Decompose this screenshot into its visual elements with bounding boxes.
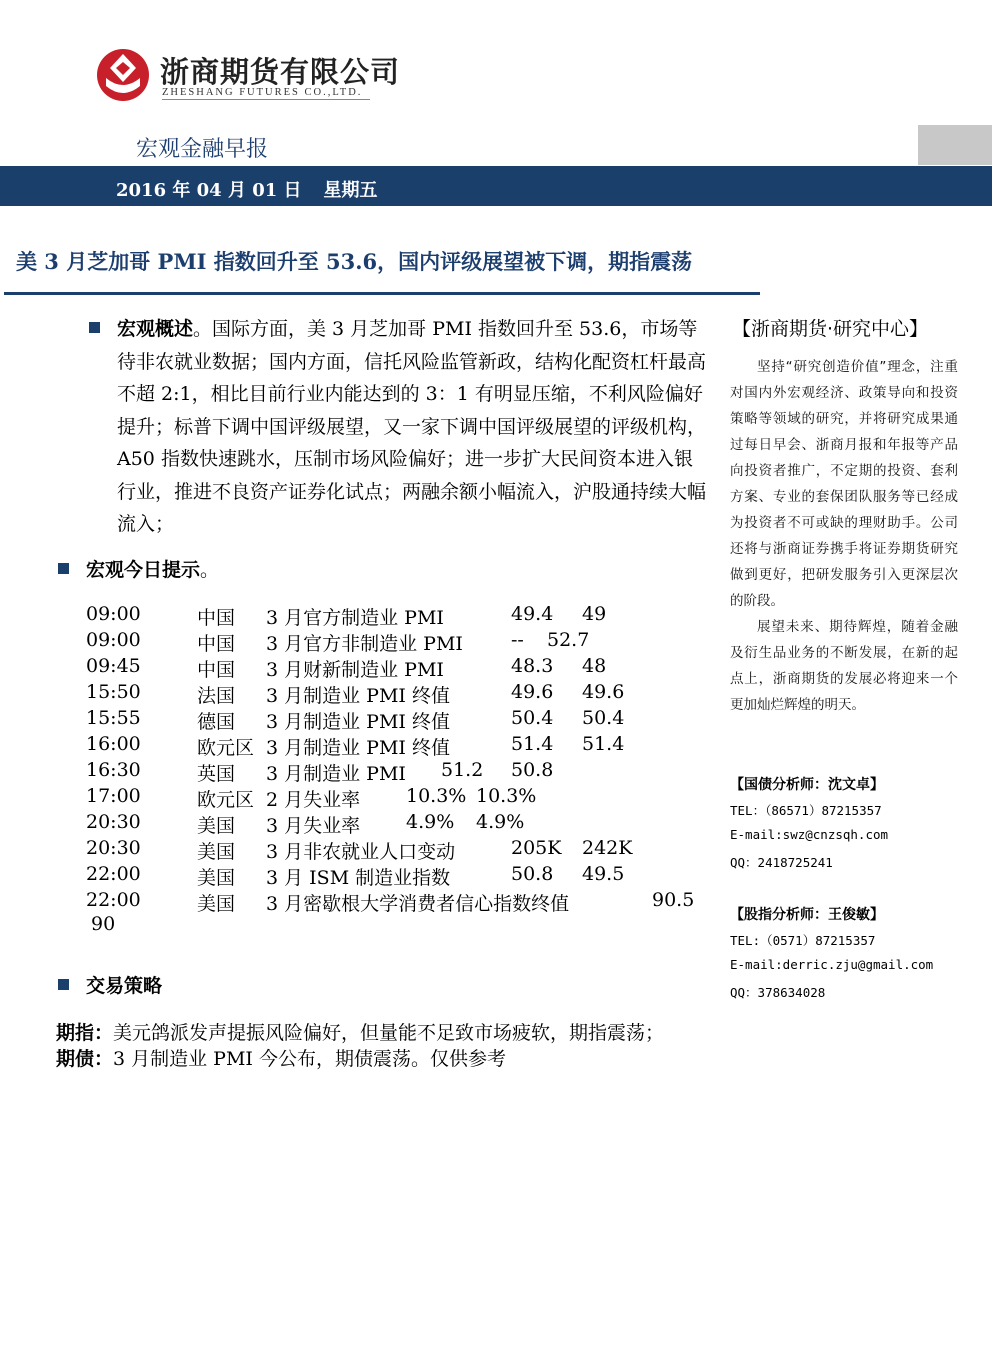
event-time: 17:00 <box>86 785 141 807</box>
event-forecast: 242K <box>582 837 633 859</box>
event-forecast: 50.8 <box>511 759 554 781</box>
event-prev: 10.3% <box>406 785 467 807</box>
event-region: 美国 <box>197 815 236 837</box>
event-time: 15:55 <box>86 707 141 729</box>
strategy-heading: 交易策略 <box>86 975 163 997</box>
event-name: 3 月制造业 PMI <box>266 763 406 785</box>
analyst-title: 【国债分析师：沈文卓】 <box>730 777 884 793</box>
event-name: 2 月失业率 <box>266 789 361 811</box>
event-time: 20:30 <box>86 811 141 833</box>
headline-divider <box>4 292 760 295</box>
event-forecast: 48 <box>582 655 607 677</box>
event-name: 3 月官方制造业 PMI <box>266 607 444 629</box>
event-name: 3 月制造业 PMI 终值 <box>266 711 450 733</box>
event-region: 德国 <box>197 711 236 733</box>
event-prev: 49.6 <box>511 681 554 703</box>
analyst-qq: QQ：2418725241 <box>730 855 833 870</box>
event-time: 22:00 <box>86 889 141 911</box>
weekday: 星期五 <box>323 180 378 201</box>
event-region: 美国 <box>197 867 236 889</box>
event-time: 09:00 <box>86 629 141 651</box>
company-name-en: ZHESHANG FUTURES CO.,LTD. <box>162 87 363 98</box>
event-prev: 4.9% <box>406 811 455 833</box>
event-prev: 51.2 <box>441 759 484 781</box>
event-time: 16:30 <box>86 759 141 781</box>
strategy-futures-index: 期指：美元鸽派发声提振风险偏好，但量能不足致市场疲软，期指震荡； <box>56 1022 665 1044</box>
analyst-email[interactable]: E-mail:swz@cnzsqh.com <box>730 827 889 842</box>
event-prev: 49.4 <box>511 603 554 625</box>
research-center-outlook: 展望未来、期待辉煌，随着金融及衍生品业务的不断发展，在新的起点上，浙商期货的发展必将迎来一个更加灿烂辉煌的明天。 <box>730 619 958 713</box>
event-region: 英国 <box>197 763 236 785</box>
square-bullet-icon <box>58 979 69 990</box>
event-name: 3 月官方非制造业 PMI <box>266 633 463 655</box>
event-name: 3 月制造业 PMI 终值 <box>266 737 450 759</box>
analyst-tel: TEL:（0571）87215357 <box>730 933 876 948</box>
date-value: 2016 年 04 月 01 日 <box>116 180 302 201</box>
event-time: 22:00 <box>86 863 141 885</box>
overview-text: 。国际方面，美 3 月芝加哥 PMI 指数回升至 53.6，市场等待非农就业数据；国内方面，信托风险监管新政，结构化配资杠杆最高不超 2:1，相比目前行业内能达到的 3：1 有明显压缩，不利风险偏好提升；标普下调中国评级展望，又一家下调中国评级展望的评级机构，A50 指数快速跳水，压制市场风险偏好；进一步扩大民间资本进入银行业，推进不良资产证券化试点；两融余额小幅流入，沪股通持续大幅流入； <box>117 318 707 535</box>
event-time: 09:00 <box>86 603 141 625</box>
event-forecast: 49 <box>582 603 607 625</box>
report-type: 宏观金融早报 <box>136 137 269 162</box>
event-name: 3 月非农就业人口变动 <box>266 841 456 863</box>
event-prev: 90.5 <box>652 889 695 911</box>
event-forecast: 49.5 <box>582 863 625 885</box>
event-name: 3 月失业率 <box>266 815 361 837</box>
event-region: 美国 <box>197 893 236 915</box>
analyst-qq: QQ：378634028 <box>730 985 826 1000</box>
event-prev: 48.3 <box>511 655 554 677</box>
event-prev: 51.4 <box>511 733 554 755</box>
event-time: 16:00 <box>86 733 141 755</box>
event-prev: -- <box>511 629 524 651</box>
event-time: 15:50 <box>86 681 141 703</box>
research-center-intro: 坚持“研究创造价值”理念，注重对国内外宏观经济、政策导向和投资策略等领域的研究，并将研究成果通过每日早会、浙商月报和年报等产品向投资者推广，不定期的投资、套利方案、专业的套保团队服务等已经成为投资者不可或缺的理财助手。公司还将与浙商证券携手将证券期货研究做到更好，把研发服务引入更深层次的阶段。 <box>730 359 958 609</box>
research-center-title: 【浙商期货·研究中心】 <box>732 318 929 340</box>
strategy-treasury: 期债：3 月制造业 PMI 今公布，期债震荡。仅供参考 <box>56 1048 506 1070</box>
brand-underline <box>162 99 370 100</box>
company-logo-icon <box>96 48 150 102</box>
event-region: 欧元区 <box>197 789 255 811</box>
event-name: 3 月财新制造业 PMI <box>266 659 444 681</box>
event-name: 3 月密歇根大学消费者信心指数终值 <box>266 893 570 915</box>
analyst-email[interactable]: E-mail:derric.zju@gmail.com <box>730 957 934 972</box>
company-name-cn: 浙商期货有限公司 <box>160 55 401 89</box>
event-time: 20:30 <box>86 837 141 859</box>
event-time: 09:45 <box>86 655 141 677</box>
event-forecast: 50.4 <box>582 707 625 729</box>
headline: 美 3 月芝加哥 PMI 指数回升至 53.6，国内评级展望被下调，期指震荡 <box>16 249 693 274</box>
event-region: 美国 <box>197 841 236 863</box>
event-prev: 50.4 <box>511 707 554 729</box>
square-bullet-icon <box>89 322 100 333</box>
report-date <box>116 176 378 202</box>
event-region: 中国 <box>197 607 236 629</box>
event-forecast: 49.6 <box>582 681 625 703</box>
event-name: 3 月制造业 PMI 终值 <box>266 685 450 707</box>
event-forecast: 90 <box>91 913 116 935</box>
event-region: 中国 <box>197 633 236 655</box>
macro-overview <box>117 313 709 541</box>
event-region: 欧元区 <box>197 737 255 759</box>
event-forecast: 4.9% <box>476 811 525 833</box>
event-region: 中国 <box>197 659 236 681</box>
event-forecast: 52.7 <box>547 629 590 651</box>
event-region: 法国 <box>197 685 236 707</box>
today-heading: 宏观今日提示。 <box>86 559 220 581</box>
event-forecast: 51.4 <box>582 733 625 755</box>
analyst-title: 【股指分析师：王俊敏】 <box>730 907 884 923</box>
decorative-block <box>918 125 992 165</box>
event-name: 3 月 ISM 制造业指数 <box>266 867 451 889</box>
analyst-tel: TEL：（86571）87215357 <box>730 803 882 818</box>
square-bullet-icon <box>58 563 69 574</box>
overview-label: 宏观概述 <box>117 318 194 340</box>
event-forecast: 10.3% <box>476 785 537 807</box>
event-prev: 205K <box>511 837 562 859</box>
event-prev: 50.8 <box>511 863 554 885</box>
